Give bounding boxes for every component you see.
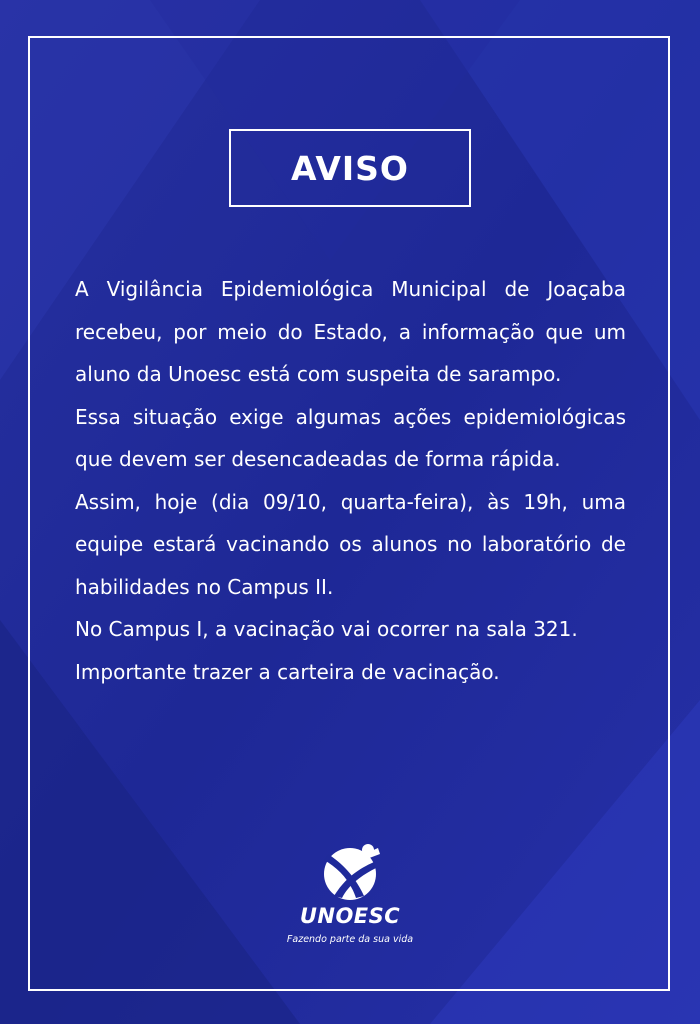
notice-paragraph: Essa situação exige algumas ações epidemiológicas que devem ser desencadeadas de forma rápida.: [75, 404, 626, 471]
notice-paragraph: Assim, hoje (dia 09/10, quarta-feira), às 19h, uma equipe estará vacinando os alunos no laboratório de habilidades no Campus II.: [75, 489, 626, 599]
unoesc-logo: [270, 840, 430, 955]
notice-title: AVISO: [291, 148, 409, 188]
notice-paragraph: A Vigilância Epidemiológica Municipal de Joaçaba recebeu, por meio do Estado, a informação que um aluno da Unoesc está com suspeita de sarampo.: [75, 277, 626, 386]
notice-paragraph: Importante trazer a carteira de vacinação.: [75, 659, 500, 684]
logo-wordmark: UNOESC: [299, 904, 401, 928]
unoesc-logo-icon: [320, 840, 382, 902]
title-box: [229, 129, 471, 207]
notice-paragraph: No Campus I, a vacinação vai ocorrer na sala 321.: [75, 617, 578, 641]
logo-tagline: Fazendo parte da sua vida: [286, 934, 414, 945]
notice-body: [75, 268, 626, 693]
